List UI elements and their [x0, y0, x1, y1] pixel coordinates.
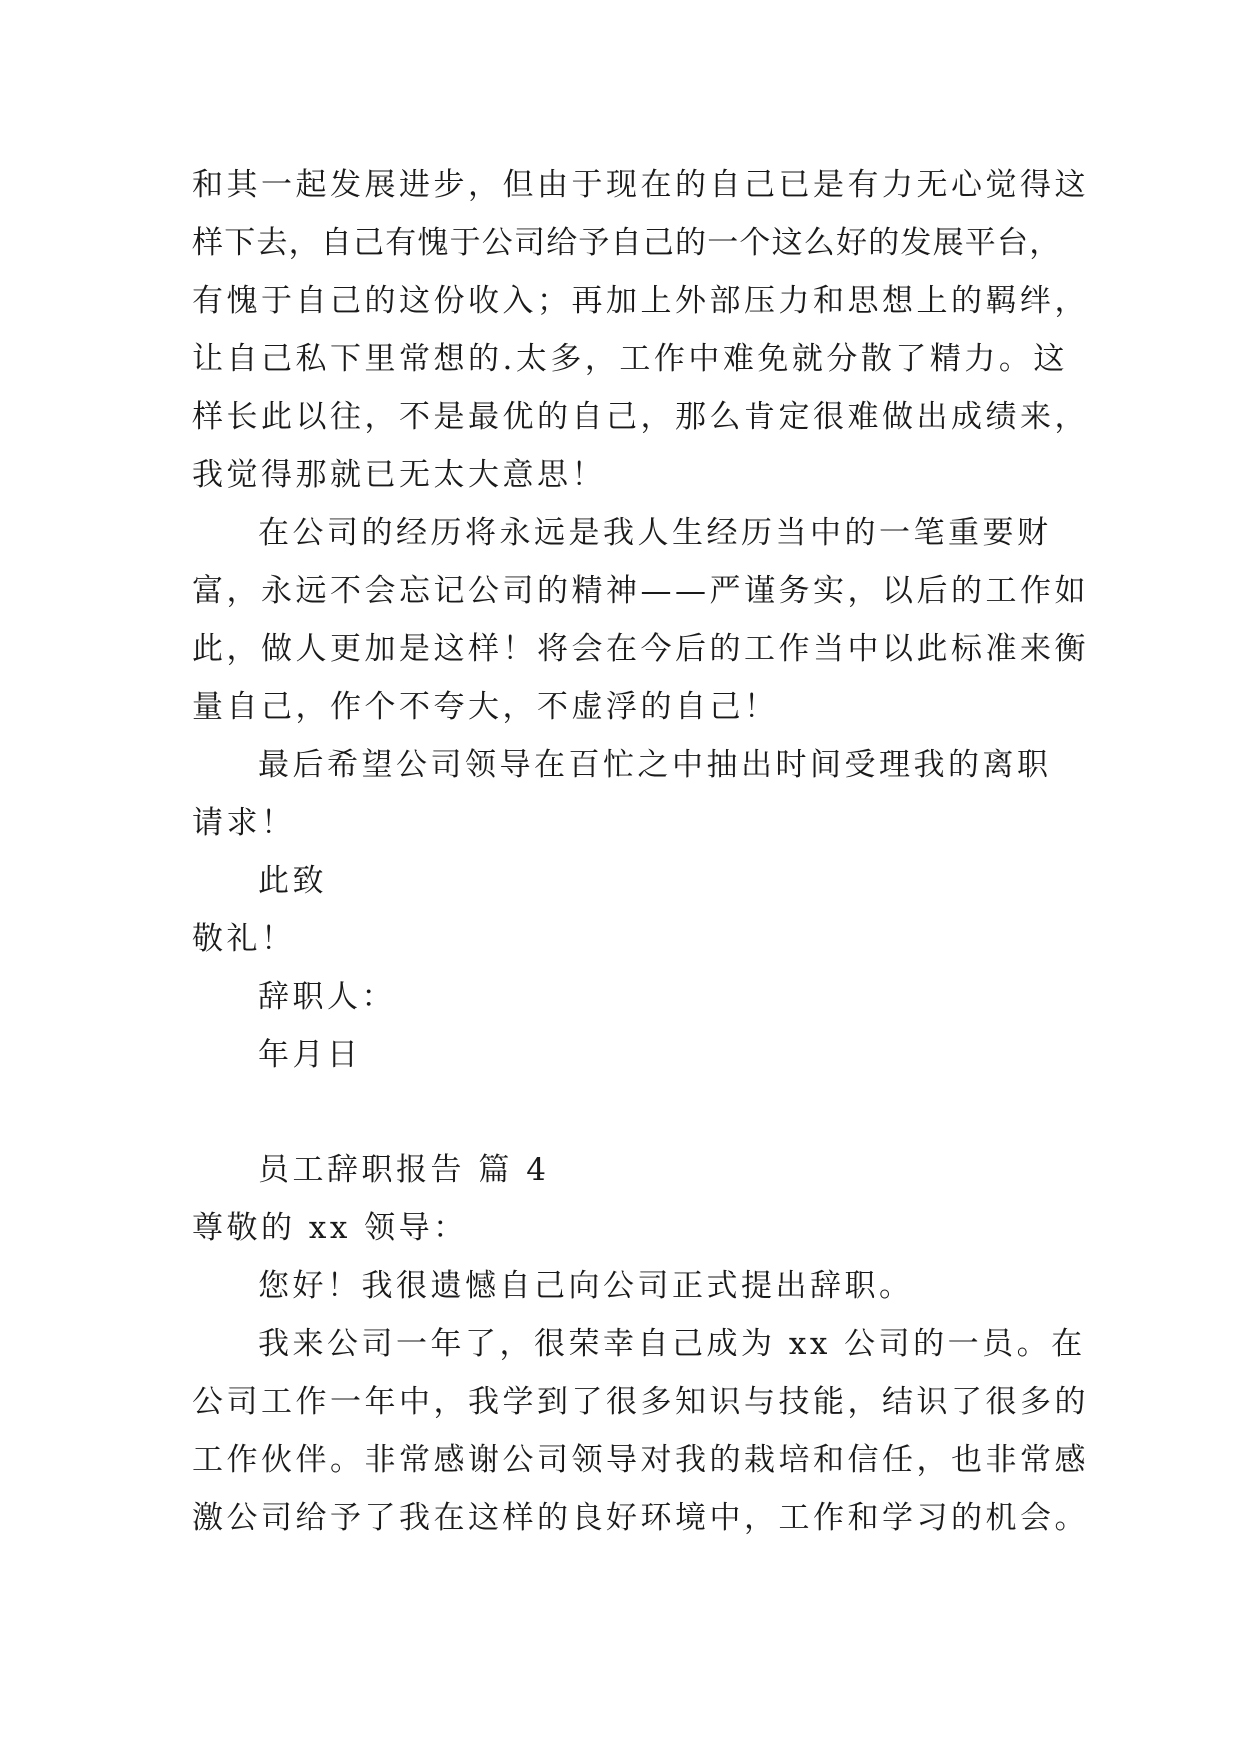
- closing-salutation: 此致: [258, 863, 327, 899]
- signature-label: 辞职人：: [258, 979, 396, 1015]
- body-text-line: 富，永远不会忘记公司的精神——严谨务实，以后的工作如: [192, 573, 1089, 609]
- body-text-line: 和其一起发展进步，但由于现在的自己已是有力无心觉得这: [192, 167, 1089, 203]
- body-text-line: 公司工作一年中，我学到了很多知识与技能，结识了很多的: [192, 1384, 1089, 1420]
- body-text-line: 样长此以往，不是最优的自己，那么肯定很难做出成绩来，: [192, 399, 1089, 435]
- closing-regards: 敬礼！: [192, 921, 296, 957]
- body-text-line: 让自己私下里常想的.太多，工作中难免就分散了精力。这: [192, 341, 1068, 377]
- body-text-line: 激公司给予了我在这样的良好环境中，工作和学习的机会。: [192, 1500, 1089, 1536]
- paragraph-start-line: 最后希望公司领导在百忙之中抽出时间受理我的离职: [258, 747, 1052, 783]
- letter-greeting: 尊敬的 xx 领导：: [192, 1210, 468, 1246]
- body-text-line: 此，做人更加是这样！将会在今后的工作当中以此标准来衡: [192, 631, 1089, 667]
- body-text-line: 有愧于自己的这份收入；再加上外部压力和思想上的羁绊，: [192, 283, 1089, 319]
- body-text-line: 我觉得那就已无太大意思！: [192, 457, 606, 493]
- date-label: 年月日: [258, 1037, 362, 1073]
- section-heading: 员工辞职报告 篇 4: [258, 1152, 550, 1188]
- body-text-line: 请求！: [192, 805, 296, 841]
- paragraph-start-line: 在公司的经历将永远是我人生经历当中的一笔重要财: [258, 515, 1052, 551]
- paragraph-start-line: 您好！我很遗憾自己向公司正式提出辞职。: [258, 1268, 914, 1304]
- body-text-line: 量自己，作个不夸大，不虚浮的自己！: [192, 689, 779, 725]
- body-text-line: 样下去，自己有愧于公司给予自己的一个这么好的发展平台，: [192, 225, 1062, 261]
- paragraph-start-line: 我来公司一年了，很荣幸自己成为 xx 公司的一员。在: [258, 1326, 1086, 1362]
- body-text-line: 工作伙伴。非常感谢公司领导对我的栽培和信任，也非常感: [192, 1442, 1089, 1478]
